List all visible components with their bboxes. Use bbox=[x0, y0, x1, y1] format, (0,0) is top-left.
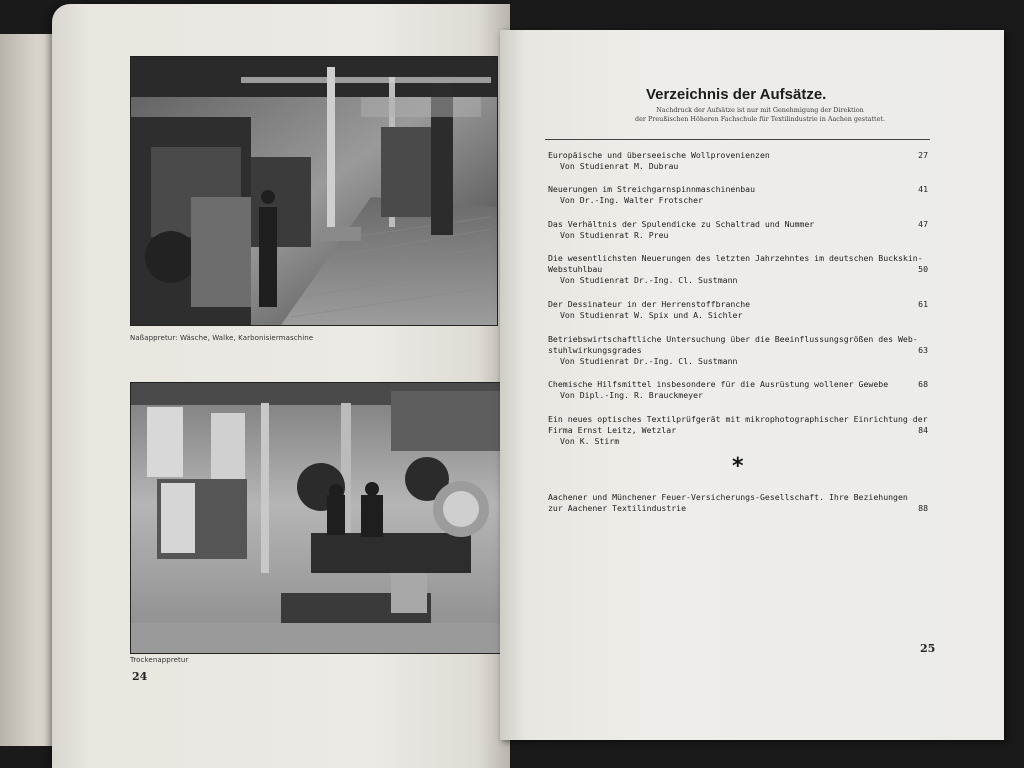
entry-author: Von Studienrat M. Dubrau bbox=[560, 161, 679, 171]
entry-title-cont: Firma Ernst Leitz, Wetzlar bbox=[548, 425, 677, 435]
entry-title: Der Dessinateur in der Herrenstoffbranche bbox=[548, 299, 751, 309]
entry-author: Von K. Stirm bbox=[560, 436, 620, 446]
entry-author: Von Studienrat Dr.-Ing. Cl. Sustmann bbox=[560, 356, 738, 366]
page-number-left: 24 bbox=[132, 670, 148, 683]
entry-page: 84 bbox=[918, 425, 928, 435]
toc-entry-1 bbox=[548, 150, 932, 172]
entry-page: 50 bbox=[918, 264, 928, 274]
entry-title: Chemische Hilfsmittel insbesondere für die Ausrüstung wollener Gewebe bbox=[548, 379, 889, 389]
toc-divider bbox=[545, 139, 930, 140]
entry-title: Das Verhältnis der Spulendicke zu Schaltrad und Nummer bbox=[548, 219, 815, 229]
entry-page: 47 bbox=[918, 219, 928, 229]
entry-title-cont: zur Aachener Textilindustrie bbox=[548, 503, 687, 513]
toc-entry-7 bbox=[548, 379, 932, 401]
entry-author: Von Studienrat Dr.-Ing. Cl. Sustmann bbox=[560, 275, 738, 285]
page-number-right: 25 bbox=[920, 642, 936, 655]
entry-page: 41 bbox=[918, 184, 928, 194]
toc-entry-2 bbox=[548, 184, 932, 206]
toc-entry-5 bbox=[548, 299, 932, 321]
right-page bbox=[500, 30, 1004, 740]
entry-title: Europäische und überseeische Wollprovenienzen bbox=[548, 150, 770, 160]
entry-title: Ein neues optisches Textilprüfgerät mit mikrophotographischer Einrichtung der bbox=[548, 414, 928, 424]
entry-author: Von Studienrat W. Spix und A. Sichler bbox=[560, 310, 743, 320]
entry-author: Von Dipl.-Ing. R. Brauckmeyer bbox=[560, 390, 703, 400]
toc-title: Verzeichnis der Aufsätze. bbox=[646, 86, 827, 103]
entry-page: 27 bbox=[918, 150, 928, 160]
toc-entry-4 bbox=[548, 253, 932, 286]
entry-page: 88 bbox=[918, 503, 928, 513]
entry-author: Von Dr.-Ing. Walter Frotscher bbox=[560, 195, 703, 205]
entry-title: Aachener und Münchener Feuer-Versicherungs-Gesellschaft. Ihre Beziehungen bbox=[548, 492, 908, 502]
toc-entry-6 bbox=[548, 334, 932, 367]
entry-page: 61 bbox=[918, 299, 928, 309]
photo-dry-finishing bbox=[130, 382, 504, 654]
entry-title: Die wesentlichsten Neuerungen des letzten Jahrzehntes im deutschen Buckskin- bbox=[548, 253, 923, 263]
left-page bbox=[52, 4, 510, 768]
entry-title-cont: Webstuhlbau bbox=[548, 264, 603, 274]
toc-entry-3 bbox=[548, 219, 932, 241]
entry-title: Betriebswirtschaftliche Untersuchung über die Beeinflussungsgrößen des Web- bbox=[548, 334, 918, 344]
asterisk-separator: * bbox=[732, 454, 744, 479]
toc-entry-final bbox=[548, 492, 932, 514]
toc-note-line1: Nachdruck der Aufsätze ist nur mit Genehmigung der Direktion bbox=[656, 106, 864, 114]
photo-bottom-caption: Trockenappretur bbox=[130, 656, 189, 664]
toc-entry-8 bbox=[548, 414, 932, 447]
entry-author: Von Studienrat R. Preu bbox=[560, 230, 669, 240]
photo-top-caption: Naßappretur: Wäsche, Walke, Karbonisiermaschine bbox=[130, 334, 314, 342]
photo-wet-finishing bbox=[130, 56, 498, 326]
toc-note-line2: der Preußischen Höheren Fachschule für Textilindustrie in Aachen gestattet. bbox=[635, 115, 885, 123]
entry-title-cont: stuhlwirkungsgrades bbox=[548, 345, 642, 355]
entry-title: Neuerungen im Streichgarnspinnmaschinenbau bbox=[548, 184, 756, 194]
entry-page: 68 bbox=[918, 379, 928, 389]
entry-page: 63 bbox=[918, 345, 928, 355]
